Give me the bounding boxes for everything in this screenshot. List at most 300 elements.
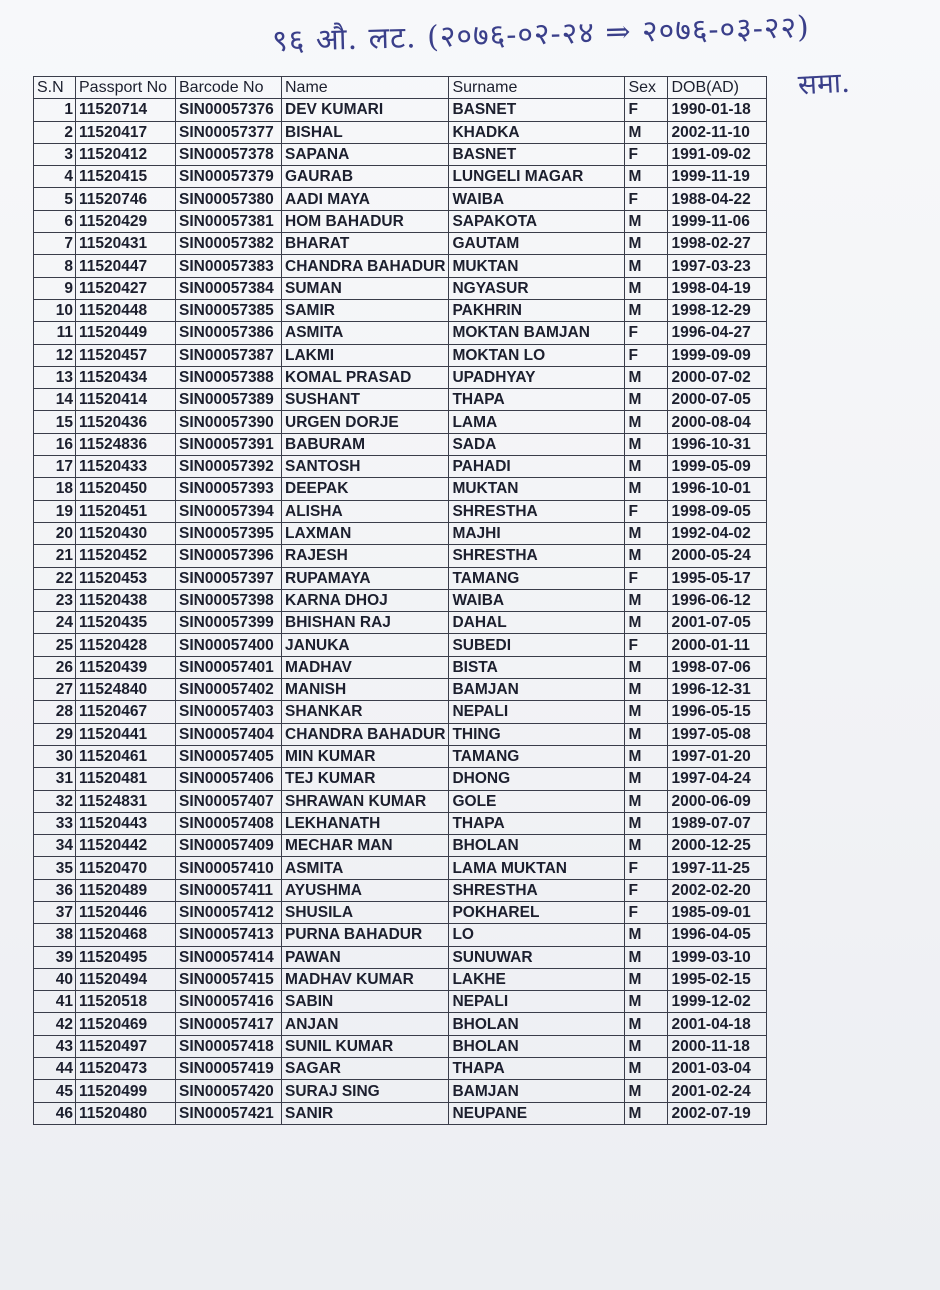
- cell-dob: 1999-03-10: [668, 946, 767, 968]
- table-row: [34, 433, 767, 455]
- cell-dob: 1996-10-01: [668, 478, 767, 500]
- cell-surname: GOLE: [449, 790, 625, 812]
- cell-sn: 14: [34, 389, 76, 411]
- cell-passport-no: 11520489: [76, 879, 176, 901]
- table-row: [34, 1013, 767, 1035]
- cell-barcode-no: SIN00057404: [176, 723, 282, 745]
- table-row: [34, 322, 767, 344]
- cell-sex: M: [625, 723, 668, 745]
- cell-surname: BHOLAN: [449, 1035, 625, 1057]
- cell-dob: 2000-06-09: [668, 790, 767, 812]
- cell-sex: M: [625, 121, 668, 143]
- cell-name: CHANDRA BAHADUR: [282, 255, 449, 277]
- cell-passport-no: 11520441: [76, 723, 176, 745]
- cell-passport-no: 11520499: [76, 1080, 176, 1102]
- cell-passport-no: 11520746: [76, 188, 176, 210]
- cell-sex: M: [625, 277, 668, 299]
- cell-surname: BAMJAN: [449, 1080, 625, 1102]
- cell-dob: 2002-11-10: [668, 121, 767, 143]
- cell-surname: THAPA: [449, 812, 625, 834]
- cell-name: LEKHANATH: [282, 812, 449, 834]
- cell-sn: 24: [34, 612, 76, 634]
- cell-barcode-no: SIN00057413: [176, 924, 282, 946]
- cell-sex: M: [625, 1102, 668, 1124]
- cell-passport-no: 11520436: [76, 411, 176, 433]
- table-row: [34, 656, 767, 678]
- cell-name: BHARAT: [282, 233, 449, 255]
- cell-dob: 1998-07-06: [668, 656, 767, 678]
- cell-sex: M: [625, 701, 668, 723]
- cell-dob: 1997-04-24: [668, 768, 767, 790]
- cell-sex: M: [625, 612, 668, 634]
- cell-barcode-no: SIN00057378: [176, 143, 282, 165]
- cell-dob: 1991-09-02: [668, 143, 767, 165]
- cell-name: SAPANA: [282, 143, 449, 165]
- cell-surname: DHONG: [449, 768, 625, 790]
- cell-dob: 1996-04-05: [668, 924, 767, 946]
- cell-sn: 29: [34, 723, 76, 745]
- cell-name: SAMIR: [282, 299, 449, 321]
- cell-sex: M: [625, 679, 668, 701]
- cell-sex: F: [625, 857, 668, 879]
- cell-surname: MOKTAN BAMJAN: [449, 322, 625, 344]
- cell-sn: 32: [34, 790, 76, 812]
- cell-surname: LO: [449, 924, 625, 946]
- cell-surname: MUKTAN: [449, 478, 625, 500]
- table-header-row: [34, 77, 767, 99]
- cell-name: SHANKAR: [282, 701, 449, 723]
- cell-sex: M: [625, 210, 668, 232]
- cell-barcode-no: SIN00057406: [176, 768, 282, 790]
- cell-barcode-no: SIN00057399: [176, 612, 282, 634]
- cell-passport-no: 11520428: [76, 634, 176, 656]
- table-row: [34, 634, 767, 656]
- cell-dob: 1999-12-02: [668, 991, 767, 1013]
- cell-dob: 1996-12-31: [668, 679, 767, 701]
- cell-sex: F: [625, 322, 668, 344]
- cell-name: ASMITA: [282, 322, 449, 344]
- cell-barcode-no: SIN00057380: [176, 188, 282, 210]
- cell-passport-no: 11520461: [76, 745, 176, 767]
- cell-dob: 2000-07-02: [668, 366, 767, 388]
- cell-name: AYUSHMA: [282, 879, 449, 901]
- cell-surname: SAPAKOTA: [449, 210, 625, 232]
- cell-passport-no: 11520430: [76, 522, 176, 544]
- cell-surname: TAMANG: [449, 745, 625, 767]
- table-row: [34, 545, 767, 567]
- cell-dob: 1999-11-06: [668, 210, 767, 232]
- cell-passport-no: 11520434: [76, 366, 176, 388]
- cell-surname: UPADHYAY: [449, 366, 625, 388]
- cell-dob: 2001-02-24: [668, 1080, 767, 1102]
- cell-dob: 1992-04-02: [668, 522, 767, 544]
- cell-sex: M: [625, 545, 668, 567]
- cell-passport-no: 11520414: [76, 389, 176, 411]
- cell-sn: 18: [34, 478, 76, 500]
- cell-sex: M: [625, 433, 668, 455]
- cell-dob: 1997-01-20: [668, 745, 767, 767]
- cell-sn: 3: [34, 143, 76, 165]
- table-row: [34, 701, 767, 723]
- cell-sn: 27: [34, 679, 76, 701]
- cell-name: BHISHAN RAJ: [282, 612, 449, 634]
- cell-surname: BHOLAN: [449, 1013, 625, 1035]
- cell-surname: MUKTAN: [449, 255, 625, 277]
- cell-sn: 22: [34, 567, 76, 589]
- header-barcode-no: Barcode No: [176, 77, 282, 99]
- cell-passport-no: 11520448: [76, 299, 176, 321]
- cell-surname: NEPALI: [449, 701, 625, 723]
- cell-sex: F: [625, 901, 668, 923]
- cell-barcode-no: SIN00057400: [176, 634, 282, 656]
- cell-name: MANISH: [282, 679, 449, 701]
- cell-sn: 19: [34, 500, 76, 522]
- cell-dob: 1996-10-31: [668, 433, 767, 455]
- cell-passport-no: 11520442: [76, 835, 176, 857]
- cell-name: ASMITA: [282, 857, 449, 879]
- cell-sn: 4: [34, 166, 76, 188]
- table-row: [34, 366, 767, 388]
- cell-passport-no: 11524831: [76, 790, 176, 812]
- cell-barcode-no: SIN00057376: [176, 99, 282, 121]
- cell-sn: 23: [34, 589, 76, 611]
- cell-name: LAKMI: [282, 344, 449, 366]
- cell-dob: 2001-07-05: [668, 612, 767, 634]
- cell-barcode-no: SIN00057390: [176, 411, 282, 433]
- cell-barcode-no: SIN00057403: [176, 701, 282, 723]
- cell-surname: LUNGELI MAGAR: [449, 166, 625, 188]
- cell-sex: M: [625, 366, 668, 388]
- header-sex: Sex: [625, 77, 668, 99]
- table-row: [34, 857, 767, 879]
- cell-dob: 1990-01-18: [668, 99, 767, 121]
- cell-name: SHUSILA: [282, 901, 449, 923]
- cell-passport-no: 11520451: [76, 500, 176, 522]
- cell-sn: 37: [34, 901, 76, 923]
- cell-sn: 17: [34, 456, 76, 478]
- cell-sex: M: [625, 233, 668, 255]
- cell-passport-no: 11520438: [76, 589, 176, 611]
- cell-sex: M: [625, 835, 668, 857]
- cell-sex: M: [625, 745, 668, 767]
- cell-sn: 8: [34, 255, 76, 277]
- cell-sex: M: [625, 924, 668, 946]
- cell-passport-no: 11520427: [76, 277, 176, 299]
- header-dob: DOB(AD): [668, 77, 767, 99]
- table-body: [34, 99, 767, 1125]
- cell-sex: M: [625, 589, 668, 611]
- cell-dob: 2002-07-19: [668, 1102, 767, 1124]
- table-row: [34, 233, 767, 255]
- cell-sn: 41: [34, 991, 76, 1013]
- cell-barcode-no: SIN00057398: [176, 589, 282, 611]
- cell-surname: BHOLAN: [449, 835, 625, 857]
- cell-name: SAGAR: [282, 1058, 449, 1080]
- cell-name: GAURAB: [282, 166, 449, 188]
- cell-name: JANUKA: [282, 634, 449, 656]
- cell-barcode-no: SIN00057385: [176, 299, 282, 321]
- cell-dob: 2000-11-18: [668, 1035, 767, 1057]
- cell-surname: PAKHRIN: [449, 299, 625, 321]
- cell-sn: 1: [34, 99, 76, 121]
- cell-surname: SHRESTHA: [449, 500, 625, 522]
- cell-sex: F: [625, 567, 668, 589]
- cell-barcode-no: SIN00057412: [176, 901, 282, 923]
- cell-name: DEEPAK: [282, 478, 449, 500]
- cell-barcode-no: SIN00057417: [176, 1013, 282, 1035]
- cell-barcode-no: SIN00057396: [176, 545, 282, 567]
- cell-sn: 35: [34, 857, 76, 879]
- cell-name: PURNA BAHADUR: [282, 924, 449, 946]
- cell-barcode-no: SIN00057395: [176, 522, 282, 544]
- cell-barcode-no: SIN00057392: [176, 456, 282, 478]
- table-row: [34, 1035, 767, 1057]
- table-row: [34, 991, 767, 1013]
- cell-dob: 1998-02-27: [668, 233, 767, 255]
- cell-sn: 26: [34, 656, 76, 678]
- cell-sn: 36: [34, 879, 76, 901]
- cell-surname: LAMA: [449, 411, 625, 433]
- cell-barcode-no: SIN00057420: [176, 1080, 282, 1102]
- header-passport-no: Passport No: [76, 77, 176, 99]
- cell-sn: 45: [34, 1080, 76, 1102]
- cell-sex: F: [625, 143, 668, 165]
- handwritten-note: समा.: [797, 65, 851, 102]
- table-row: [34, 879, 767, 901]
- cell-sn: 46: [34, 1102, 76, 1124]
- cell-passport-no: 11524840: [76, 679, 176, 701]
- cell-name: PAWAN: [282, 946, 449, 968]
- cell-sn: 6: [34, 210, 76, 232]
- cell-passport-no: 11520494: [76, 968, 176, 990]
- cell-surname: PAHADI: [449, 456, 625, 478]
- cell-surname: NEUPANE: [449, 1102, 625, 1124]
- cell-surname: THAPA: [449, 389, 625, 411]
- cell-passport-no: 11520518: [76, 991, 176, 1013]
- cell-dob: 2000-08-04: [668, 411, 767, 433]
- cell-dob: 1995-02-15: [668, 968, 767, 990]
- cell-name: MIN KUMAR: [282, 745, 449, 767]
- cell-dob: 1999-09-09: [668, 344, 767, 366]
- table-row: [34, 567, 767, 589]
- cell-barcode-no: SIN00057419: [176, 1058, 282, 1080]
- cell-barcode-no: SIN00057414: [176, 946, 282, 968]
- table-row: [34, 1080, 767, 1102]
- cell-surname: TAMANG: [449, 567, 625, 589]
- cell-barcode-no: SIN00057421: [176, 1102, 282, 1124]
- table-row: [34, 1058, 767, 1080]
- cell-passport-no: 11520470: [76, 857, 176, 879]
- cell-passport-no: 11520480: [76, 1102, 176, 1124]
- cell-barcode-no: SIN00057382: [176, 233, 282, 255]
- cell-surname: BASNET: [449, 99, 625, 121]
- cell-passport-no: 11520449: [76, 322, 176, 344]
- cell-passport-no: 11520447: [76, 255, 176, 277]
- cell-name: BISHAL: [282, 121, 449, 143]
- table-row: [34, 456, 767, 478]
- cell-sex: F: [625, 99, 668, 121]
- cell-barcode-no: SIN00057416: [176, 991, 282, 1013]
- cell-sn: 40: [34, 968, 76, 990]
- cell-name: MADHAV KUMAR: [282, 968, 449, 990]
- cell-dob: 1997-11-25: [668, 857, 767, 879]
- handwritten-header: ९६ औ. लट. (२०७६-०२-२४ ⇒ २०७६-०३-२२): [271, 9, 811, 60]
- cell-dob: 2000-12-25: [668, 835, 767, 857]
- cell-surname: SHRESTHA: [449, 545, 625, 567]
- table-row: [34, 166, 767, 188]
- cell-sn: 11: [34, 322, 76, 344]
- cell-surname: THAPA: [449, 1058, 625, 1080]
- cell-dob: 1997-05-08: [668, 723, 767, 745]
- cell-passport-no: 11520481: [76, 768, 176, 790]
- cell-passport-no: 11520497: [76, 1035, 176, 1057]
- cell-sex: F: [625, 634, 668, 656]
- cell-surname: WAIBA: [449, 589, 625, 611]
- table-row: [34, 277, 767, 299]
- cell-sn: 30: [34, 745, 76, 767]
- cell-surname: SUBEDI: [449, 634, 625, 656]
- cell-passport-no: 11520439: [76, 656, 176, 678]
- cell-sn: 34: [34, 835, 76, 857]
- table-row: [34, 255, 767, 277]
- cell-sex: M: [625, 1058, 668, 1080]
- cell-surname: LAMA MUKTAN: [449, 857, 625, 879]
- table-row: [34, 790, 767, 812]
- table-row: [34, 723, 767, 745]
- cell-name: RUPAMAYA: [282, 567, 449, 589]
- cell-passport-no: 11520469: [76, 1013, 176, 1035]
- cell-barcode-no: SIN00057388: [176, 366, 282, 388]
- cell-dob: 1998-09-05: [668, 500, 767, 522]
- cell-name: SUMAN: [282, 277, 449, 299]
- cell-barcode-no: SIN00057409: [176, 835, 282, 857]
- cell-name: SUNIL KUMAR: [282, 1035, 449, 1057]
- cell-name: DEV KUMARI: [282, 99, 449, 121]
- cell-passport-no: 11520433: [76, 456, 176, 478]
- cell-surname: BISTA: [449, 656, 625, 678]
- cell-surname: WAIBA: [449, 188, 625, 210]
- cell-dob: 2000-01-11: [668, 634, 767, 656]
- cell-surname: NGYASUR: [449, 277, 625, 299]
- cell-sn: 13: [34, 366, 76, 388]
- cell-sex: M: [625, 255, 668, 277]
- table-row: [34, 589, 767, 611]
- cell-name: BABURAM: [282, 433, 449, 455]
- cell-sn: 15: [34, 411, 76, 433]
- cell-passport-no: 11520443: [76, 812, 176, 834]
- cell-surname: DAHAL: [449, 612, 625, 634]
- cell-barcode-no: SIN00057377: [176, 121, 282, 143]
- table-row: [34, 411, 767, 433]
- cell-name: KARNA DHOJ: [282, 589, 449, 611]
- cell-surname: NEPALI: [449, 991, 625, 1013]
- cell-sn: 25: [34, 634, 76, 656]
- cell-sn: 33: [34, 812, 76, 834]
- cell-sn: 5: [34, 188, 76, 210]
- cell-surname: GAUTAM: [449, 233, 625, 255]
- cell-name: KOMAL PRASAD: [282, 366, 449, 388]
- cell-passport-no: 11520446: [76, 901, 176, 923]
- cell-dob: 2001-04-18: [668, 1013, 767, 1035]
- cell-sex: M: [625, 299, 668, 321]
- cell-sn: 31: [34, 768, 76, 790]
- cell-name: SURAJ SING: [282, 1080, 449, 1102]
- cell-sn: 43: [34, 1035, 76, 1057]
- table-row: [34, 500, 767, 522]
- cell-barcode-no: SIN00057394: [176, 500, 282, 522]
- cell-barcode-no: SIN00057387: [176, 344, 282, 366]
- cell-passport-no: 11520450: [76, 478, 176, 500]
- cell-dob: 2000-05-24: [668, 545, 767, 567]
- header-name: Name: [282, 77, 449, 99]
- cell-name: SANIR: [282, 1102, 449, 1124]
- cell-passport-no: 11524836: [76, 433, 176, 455]
- cell-sex: M: [625, 790, 668, 812]
- cell-sex: M: [625, 411, 668, 433]
- cell-sex: M: [625, 1035, 668, 1057]
- table-row: [34, 99, 767, 121]
- table-row: [34, 612, 767, 634]
- cell-surname: MOKTAN LO: [449, 344, 625, 366]
- cell-dob: 1997-03-23: [668, 255, 767, 277]
- table-row: [34, 835, 767, 857]
- cell-barcode-no: SIN00057391: [176, 433, 282, 455]
- cell-sn: 7: [34, 233, 76, 255]
- cell-surname: SHRESTHA: [449, 879, 625, 901]
- cell-barcode-no: SIN00057402: [176, 679, 282, 701]
- cell-dob: 1995-05-17: [668, 567, 767, 589]
- table-row: [34, 812, 767, 834]
- cell-sex: F: [625, 188, 668, 210]
- cell-sn: 16: [34, 433, 76, 455]
- cell-barcode-no: SIN00057405: [176, 745, 282, 767]
- cell-barcode-no: SIN00057381: [176, 210, 282, 232]
- cell-dob: 1985-09-01: [668, 901, 767, 923]
- cell-barcode-no: SIN00057393: [176, 478, 282, 500]
- cell-passport-no: 11520415: [76, 166, 176, 188]
- cell-sn: 28: [34, 701, 76, 723]
- cell-surname: POKHAREL: [449, 901, 625, 923]
- cell-passport-no: 11520495: [76, 946, 176, 968]
- cell-barcode-no: SIN00057386: [176, 322, 282, 344]
- table-row: [34, 679, 767, 701]
- cell-passport-no: 11520429: [76, 210, 176, 232]
- table-row: [34, 745, 767, 767]
- table-row: [34, 901, 767, 923]
- table-row: [34, 968, 767, 990]
- cell-passport-no: 11520467: [76, 701, 176, 723]
- cell-sex: F: [625, 879, 668, 901]
- cell-barcode-no: SIN00057408: [176, 812, 282, 834]
- cell-dob: 2000-07-05: [668, 389, 767, 411]
- table-row: [34, 344, 767, 366]
- cell-sex: M: [625, 946, 668, 968]
- cell-barcode-no: SIN00057411: [176, 879, 282, 901]
- cell-name: MADHAV: [282, 656, 449, 678]
- cell-name: LAXMAN: [282, 522, 449, 544]
- cell-dob: 1999-05-09: [668, 456, 767, 478]
- cell-name: SUSHANT: [282, 389, 449, 411]
- cell-dob: 1996-06-12: [668, 589, 767, 611]
- cell-sex: M: [625, 522, 668, 544]
- table-row: [34, 1102, 767, 1124]
- table-row: [34, 478, 767, 500]
- table-row: [34, 188, 767, 210]
- cell-sex: M: [625, 389, 668, 411]
- cell-sn: 21: [34, 545, 76, 567]
- cell-name: ALISHA: [282, 500, 449, 522]
- cell-surname: MAJHI: [449, 522, 625, 544]
